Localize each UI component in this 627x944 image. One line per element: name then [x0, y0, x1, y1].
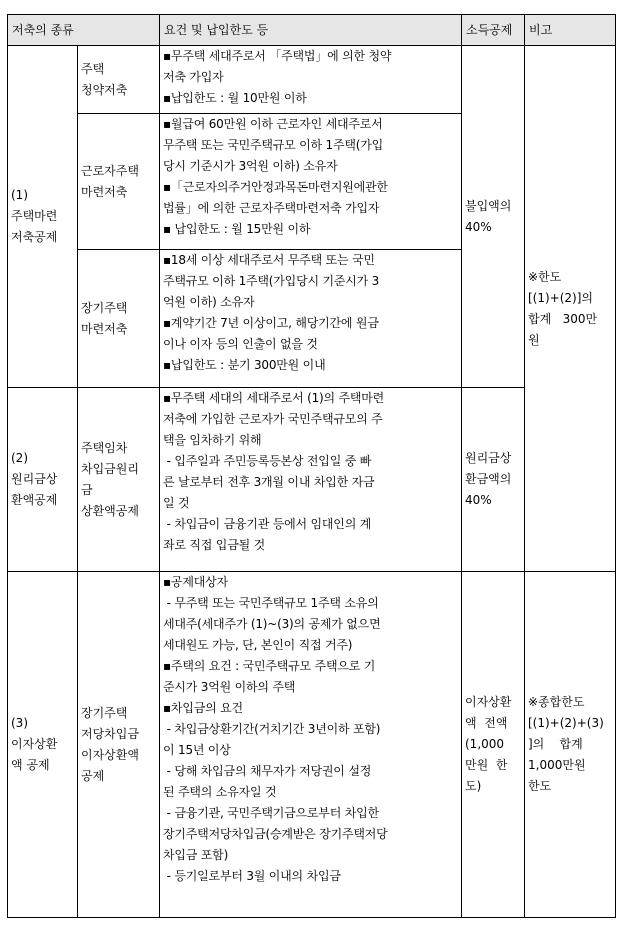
section1-deduction: 불입액의 40%: [462, 46, 525, 388]
note-12-limit: ※한도 [(1)+(2)]의 합계 300만 원: [525, 46, 616, 572]
section1-row3-requirements: ▪18세 이상 세대주로서 무주택 또는 국민 주택규모 이하 1주택(가입당시 기준시가 3 억원 이하) 소유자 ▪계약기간 7년 이상이고, 해당기간에 원금 이나 이자 등의 인출이 없을 것 ▪납입한도 : 분기 300만원 이내: [160, 250, 462, 388]
section1-row1-requirements: ▪무주택 세대주로서 「주택법」에 의한 청약 저축 가입자 ▪납입한도 : 월 10만원 이하: [160, 46, 462, 114]
row-mortgage-interest: [8, 572, 616, 918]
header-note: 비고: [525, 15, 616, 46]
section3-title: (3) 이자상환 액 공제: [8, 572, 78, 918]
header-requirements: 요건 및 납입한도 등: [160, 15, 462, 46]
row-housing-subscription: [8, 46, 616, 114]
section1-row3-name: 장기주택 마련저축: [78, 250, 160, 388]
section1-title: (1) 주택마련 저축공제: [8, 46, 78, 388]
section2-requirements: ▪무주택 세대의 세대주로서 (1)의 주택마련 저축에 가입한 근로자가 국민주택규모의 주 택을 임차하기 위해 - 입주일과 주민등록등본상 전입일 중 빠 른 날로부터 전후 3개월 이내 차입한 자금 일 것 - 차입금이 금융기관 등에서 임대인의 계 좌로 직접 입금될 것: [160, 388, 462, 572]
section1-row1-name: 주택 청약저축: [78, 46, 160, 114]
savings-deduction-table: [7, 14, 616, 918]
section1-row2-requirements: ▪월급여 60만원 이하 근로자인 세대주로서 무주택 또는 국민주택규모 이하 1주택(가입 당시 기준시가 3억원 이하) 소유자 ▪「근로자의주거안정과목돈마련지원에관한 법률」에 의한 근로자주택마련저축 가입자 ▪ 납입한도 : 월 15만원 이하: [160, 114, 462, 250]
section1-row2-name: 근로자주택 마련저축: [78, 114, 160, 250]
section3-name: 장기주택 저당차입금 이자상환액 공제: [78, 572, 160, 918]
savings-deduction-table-container: [7, 14, 615, 918]
header-deduction: 소득공제: [462, 15, 525, 46]
header-savings-type: 저축의 종류: [8, 15, 160, 46]
header-row: [8, 15, 616, 46]
note-total-limit: ※종합한도 [(1)+(2)+(3) ]의 합계 1,000만원 한도: [525, 572, 616, 918]
section2-deduction: 원리금상 환금액의 40%: [462, 388, 525, 572]
section2-title: (2) 원리금상 환액공제: [8, 388, 78, 572]
section3-requirements: ▪공제대상자 - 무주택 또는 국민주택규모 1주택 소유의 세대주(세대주가 (1)~(3)의 공제가 없으면 세대원도 가능, 단, 본인이 직접 거주) ▪주택의 요건 : 국민주택규모 주택으로 기 준시가 3억원 이하의 주택 ▪차입금의 요건 - 차입금상환기간(거치기간 3년이하 포함) 이 15년 이상 - 당해 차입금의 채무자가 저당권이 설정 된 주택의 소유자일 것 - 금융기관, 국민주택기금으로부터 차입한 장기주택저당차입금(승계받은 장기주택저당 차입금 포함) - 등기일로부터 3월 이내의 차입금: [160, 572, 462, 918]
section2-name: 주택임차 차입금원리 금 상환액공제: [78, 388, 160, 572]
row-rent-loan-repayment: [8, 388, 616, 572]
section3-deduction: 이자상환 액 전액 (1,000 만원 한 도): [462, 572, 525, 918]
